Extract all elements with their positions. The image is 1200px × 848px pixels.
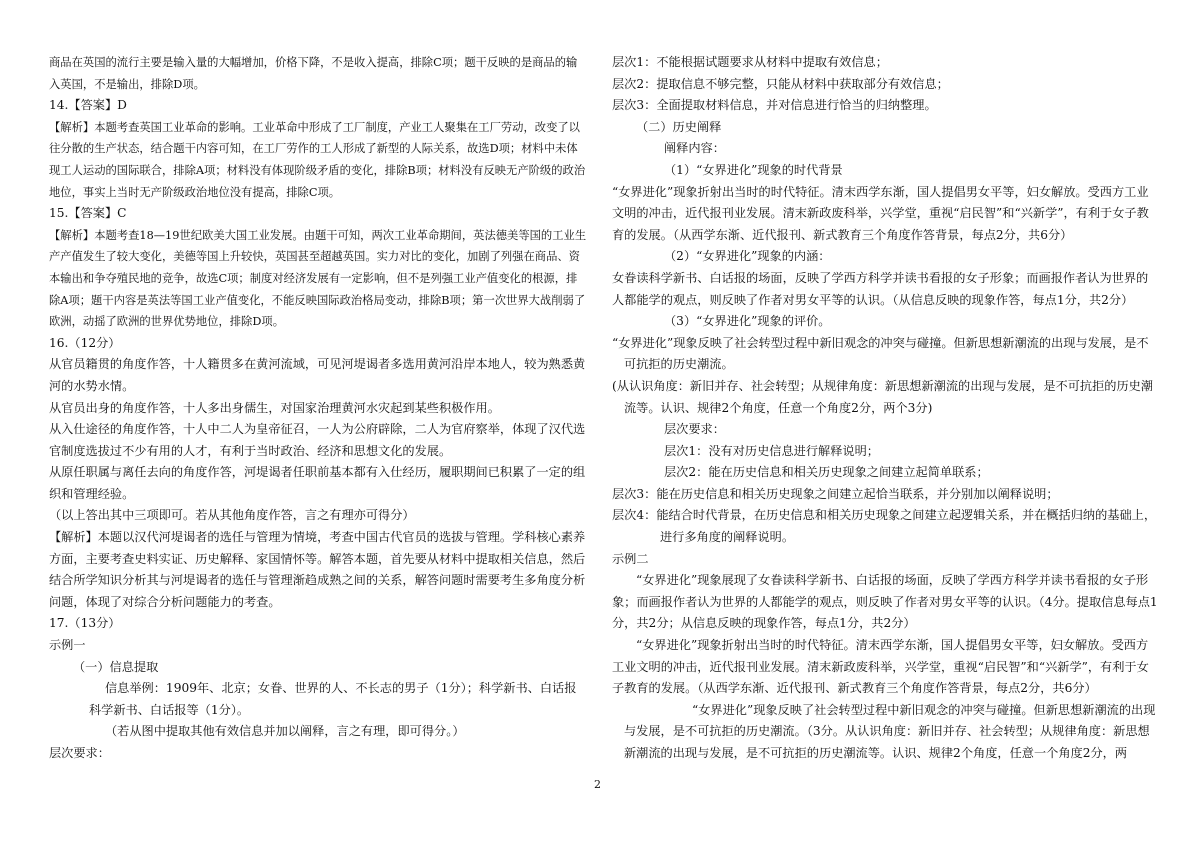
note: （若从图中提取其他有效信息并加以阐释，言之有理，即可得分。）: [105, 724, 465, 739]
paragraph: 商品在英国的流行主要是输入量的大幅增加，价格下降，不是收入提高，排除C项；题干反映的是商品的输入英国，不是输出，排除D项。: [49, 56, 578, 91]
paragraph: 层次要求：: [49, 746, 110, 760]
paragraph: （3）“女界进化”现象的评价。: [664, 314, 831, 329]
paragraph: （2）“女界进化”现象的内涵：: [664, 249, 831, 264]
question-heading: 16.（12分）: [49, 335, 121, 350]
answer-heading: 15.【答案】C: [49, 206, 127, 221]
paragraph: 【解析】本题考查18—19世纪欧美大国工业发展。由题干可知，两次工业革命期间，英法德美等国的工业生产产值发生了较大变化，美德等国上升较快，英国甚至超越英国。实力对比的变化，加剧了列强在商品、资本输出和争夺殖民地的竞争，故选C项；制度对经济发展有一定影响，但不是列强工业产值变化的根源，排除A项；题干内容是英法等国工业产值变化，不能反映国际政治格局变动，排除B项；第一次世界大战削弱了欧洲，动摇了欧洲的世界优势地位，排除D项。: [49, 228, 587, 329]
section-heading: （二）历史阐释: [636, 119, 722, 134]
paragraph: 层次3：全面提取材料信息，并对信息进行恰当的归纳整理。: [612, 98, 937, 113]
paragraph: “女界进化”现象折射出当时的时代特征。清末西学东渐，国人提倡男女平等，妇女解放。受西方工业文明的冲击，近代报刊业发展。清末新政废科举，兴学堂，重视“启民智”和“兴新学”，有利于女子教育的发展。（从西学东渐、近代报刊、新式教育三个角度作答背景，每点2分，共6分）: [612, 184, 1149, 242]
paragraph: 从入仕途径的角度作答，十人中二人为皇帝征召，一人为公府辟除，二人为官府察举，体现了汉代选官制度选拔过不少有用的人才，有利于当时政治、经济和思想文化的发展。: [49, 422, 586, 458]
paragraph: 阐释内容：: [664, 141, 725, 156]
paragraph: 从官员籍贯的角度作答，十人籍贯多在黄河流域，可见河堤谒者多选用黄河沿岸本地人，较为熟悉黄河的水势水情。: [49, 357, 586, 393]
paragraph: 【解析】本题以汉代河堤谒者的选任与管理为情境，考查中国古代官员的选拔与管理。学科核心素养方面，主要考查史料实证、历史解释、家国情怀等。解答本题，首先要从材料中提取相关信息，然后结合所学知识分析其与河堤谒者的选任与管理渐趋成熟之间的关系，解答问题时需要考生多角度分析问题，体现了对综合分析问题能力的考查。: [49, 530, 586, 609]
paragraph: (从认识角度：新旧并存、社会转型；从规律角度：新思想新潮流的出现与发展，是不可抗拒的历史潮流等。认识、规律2个角度，任意一个角度2分，两个3分): [612, 378, 1154, 415]
section-heading: （一）信息提取: [73, 659, 159, 674]
paragraph: 从原任职属与离任去向的角度作答，河堤谒者任职前基本都有入仕经历，履职期间已积累了一定的组织和管理经验。: [49, 465, 586, 501]
answer-heading: 14.【答案】D: [49, 98, 127, 113]
paragraph: “女界进化”现象折射出当时的时代特征。清末西学东渐，国人提倡男女平等，妇女解放。受西方工业文明的冲击，近代报刊业发展。清末新政废科举，兴学堂，重视“启民智”和“兴新学”，有利于女子教育的发展。（从西学东渐、近代报刊、新式教育三个角度作答背景，每点2分，共6分）: [612, 638, 1149, 696]
question-heading: 17.（13分）: [49, 616, 121, 631]
paragraph: 层次1：不能根据试题要求从材料中提取有效信息；: [612, 55, 888, 69]
page-number: 2: [594, 778, 601, 791]
right-column: [612, 52, 1160, 765]
example-heading: 示例一: [49, 638, 86, 653]
paragraph: 信息举例：1909年、北京；女眷、世界的人、不长志的男子（1分）；科学新书、白话报科学新书、白话报等（1分）。: [89, 681, 577, 717]
paragraph: “女界进化”现象展现了女眷读科学新书、白话报的场面，反映了学西方科学并读书看报的女子形象；而画报作者认为世界的人都能学的观点，则反映了作者对男女平等的认识。（4分。提取信息每点1分，共2分；从信息反映的现象作答，每点1分，共2分）: [612, 573, 1158, 631]
paragraph: 女眷读科学新书、白话报的场面，反映了学西方科学并读书看报的女子形象；而画报作者认为世界的人都能学的观点，则反映了作者对男女平等的认识。（从信息反映的现象作答，每点1分，共2分）: [612, 270, 1149, 307]
paragraph: 层次2：能在历史信息和相关历史现象之间建立起简单联系；: [664, 465, 989, 480]
paragraph: 层次1：没有对历史信息进行解释说明；: [664, 443, 879, 458]
paragraph: 层次4：能结合时代背景，在历史信息和相关历史现象之间建立起逻辑关系，并在概括归纳的基础上，进行多角度的阐释说明。: [612, 508, 1157, 545]
left-column: [49, 52, 587, 765]
paragraph: 层次2：提取信息不够完整，只能从材料中获取部分有效信息；: [612, 76, 949, 91]
paragraph: 层次3：能在历史信息和相关历史现象之间建立起恰当联系，并分别加以阐释说明；: [612, 486, 1059, 501]
paragraph: “女界进化”现象反映了社会转型过程中新旧观念的冲突与碰撞。但新思想新潮流的出现与发展，是不可抗拒的历史潮流。（3分。从认识角度：新旧并存、社会转型；从规律角度：新思想新潮流的出现与发展，是不可抗拒的历史潮流等。认识、规律2个角度，任意一个角度2分，两: [624, 702, 1156, 760]
paragraph: 从官员出身的角度作答，十人多出身儒生，对国家治理黄河水灾起到某些积极作用。: [49, 400, 500, 415]
note: （以上答出其中三项即可。若从其他角度作答，言之有理亦可得分）: [49, 508, 415, 523]
paragraph: 层次要求：: [664, 422, 725, 437]
paragraph: 【解析】本题考查英国工业革命的影响。工业革命中形成了工厂制度，产业工人聚集在工厂劳动，改变了以往分散的生产状态，结合题干内容可知，在工厂劳作的工人形成了新型的人际关系，故选D项；材料中未体现工人运动的国际联合，排除A项；材料没有体现阶级矛盾的变化，排除B项；材料没有反映无产阶级的政治地位，事实上当时无产阶级政治地位没有提高，排除C项。: [49, 120, 586, 199]
paragraph: “女界进化”现象反映了社会转型过程中新旧观念的冲突与碰撞。但新思想新潮流的出现与发展，是不可抗拒的历史潮流。: [612, 335, 1149, 372]
example-heading: 示例二: [612, 551, 649, 566]
paragraph: （1）“女界进化”现象的时代背景: [664, 162, 843, 177]
